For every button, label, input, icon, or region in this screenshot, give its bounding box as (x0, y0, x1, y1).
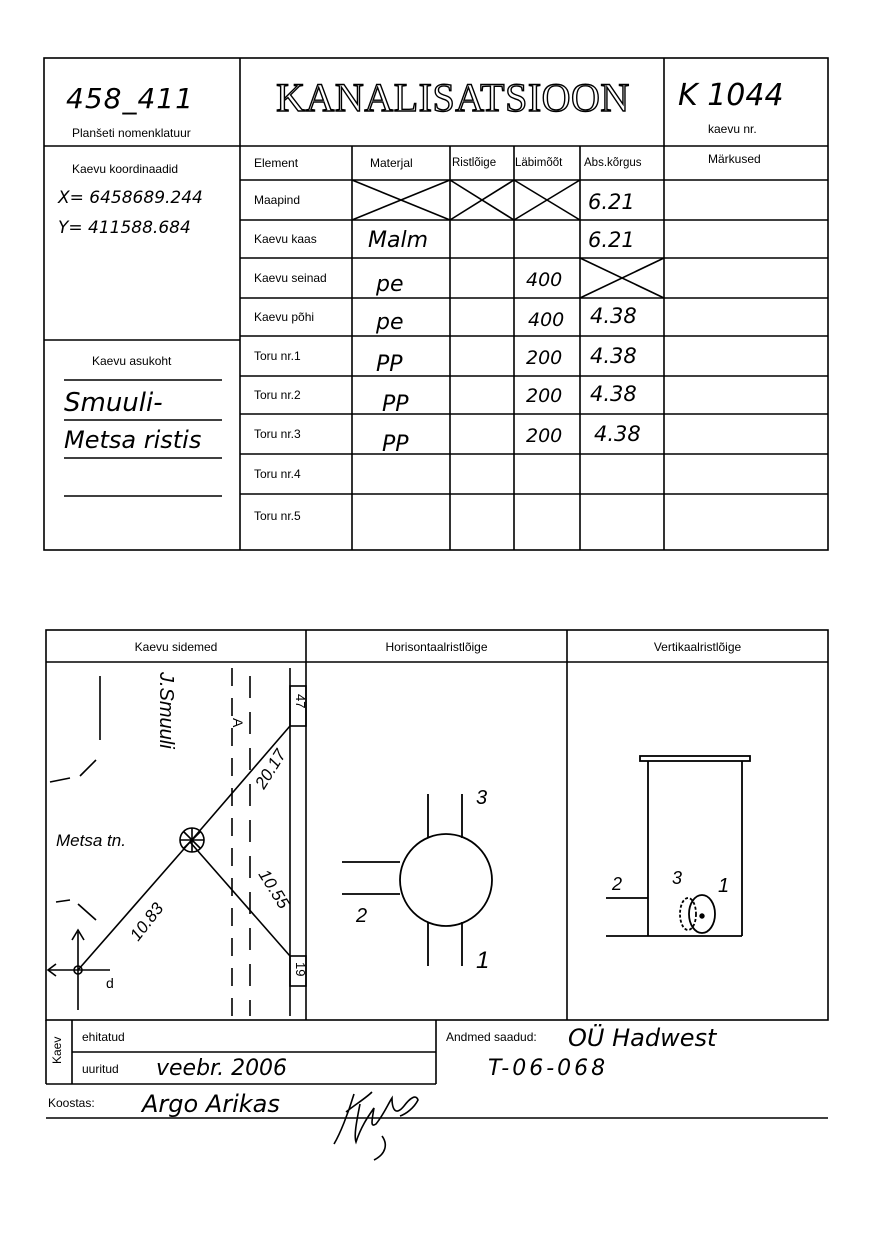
v-pipe-2-label: 2 (612, 874, 623, 894)
distance-top-label: 20.17 (251, 745, 290, 793)
plansheet-label: Planšeti nomenklatuur (72, 126, 191, 140)
row-height: 4.38 (590, 304, 637, 328)
svg-text:d: d (106, 975, 114, 991)
header-notes: Märkused (708, 152, 761, 166)
street-smuuli-label: J.Smuuli (155, 672, 177, 749)
row-height: 4.38 (590, 382, 637, 406)
row-element: Toru nr.5 (254, 509, 301, 523)
row-material: PP (382, 391, 409, 417)
row-element: Kaevu kaas (254, 232, 317, 246)
vertical-title: Vertikaalristlõige (653, 640, 742, 654)
header-element: Element (254, 156, 299, 170)
h-pipe-1-label: 1 (476, 947, 490, 974)
author-label: Koostas: (48, 1096, 95, 1110)
well-number-label: kaevu nr. (708, 122, 757, 136)
built-label: ehitatud (82, 1030, 125, 1044)
plansheet-value: 458_411 (66, 82, 194, 115)
row-height: 6.21 (588, 190, 635, 214)
header-diameter: Läbimõõt (515, 157, 563, 169)
location-label: Kaevu asukoht (92, 354, 172, 368)
row-element: Toru nr.1 (254, 349, 301, 363)
header-cross-section: Ristlõige (452, 157, 497, 169)
box-bottom-label: 19 (293, 962, 308, 977)
row-element: Maapind (254, 193, 301, 207)
distance-right-label: 10.55 (254, 866, 294, 913)
row-material: PP (382, 431, 409, 457)
row-diameter: 400 (526, 269, 563, 291)
coordinate-x: X= 6458689.244 (58, 188, 203, 208)
row-diameter: 200 (526, 385, 563, 407)
row-height: 6.21 (588, 228, 635, 252)
surveyed-label: uuritud (82, 1062, 119, 1076)
horizontal-title: Horisontaalristlõige (385, 640, 488, 654)
row-material: PP (376, 351, 403, 377)
ties-title: Kaevu sidemed (134, 640, 218, 654)
row-element: Kaevu seinad (254, 271, 327, 285)
street-metsa-label: Metsa tn. (56, 831, 126, 850)
v-pipe-1-label: 1 (718, 875, 730, 897)
row-material: pe (376, 309, 404, 335)
row-diameter: 200 (526, 347, 563, 369)
row-element: Toru nr.4 (254, 467, 301, 481)
page-title: KANALISATSIOON (276, 75, 630, 120)
header-material: Materjal (370, 156, 413, 170)
box-top-label: 47 (293, 694, 308, 709)
surveyed-value: veebr. 2006 (156, 1056, 288, 1081)
row-height: 4.38 (594, 422, 641, 446)
coordinate-y: Y= 411588.684 (58, 218, 191, 238)
h-pipe-3-label: 3 (476, 787, 488, 809)
well-number-value: K 1044 (678, 78, 784, 113)
signature (326, 1084, 426, 1164)
svg-text:A: A (230, 718, 246, 728)
header-height: Abs.kõrgus (584, 157, 642, 169)
row-element: Toru nr.2 (254, 388, 301, 402)
coordinates-label: Kaevu koordinaadid (72, 162, 179, 176)
row-diameter: 400 (528, 309, 565, 331)
footer-side-label: Kaev (50, 1036, 64, 1064)
v-pipe-3-label: 3 (672, 868, 683, 888)
data-source-value: OÜ Hadwest (568, 1024, 717, 1052)
row-material: pe (376, 271, 404, 297)
data-source-code: T-06-068 (488, 1056, 609, 1081)
h-pipe-2-label: 2 (356, 905, 368, 927)
location-line-1: Smuuli- (64, 388, 163, 418)
row-material: Malm (368, 227, 429, 253)
row-element: Toru nr.3 (254, 427, 301, 441)
distance-left-label: 10.83 (126, 899, 168, 945)
row-diameter: 200 (526, 425, 563, 447)
row-element: Kaevu põhi (254, 310, 315, 324)
data-source-label: Andmed saadud: (446, 1030, 537, 1044)
author-value: Argo Arikas (142, 1090, 280, 1118)
row-height: 4.38 (590, 344, 637, 368)
location-line-2: Metsa ristis (64, 426, 202, 454)
